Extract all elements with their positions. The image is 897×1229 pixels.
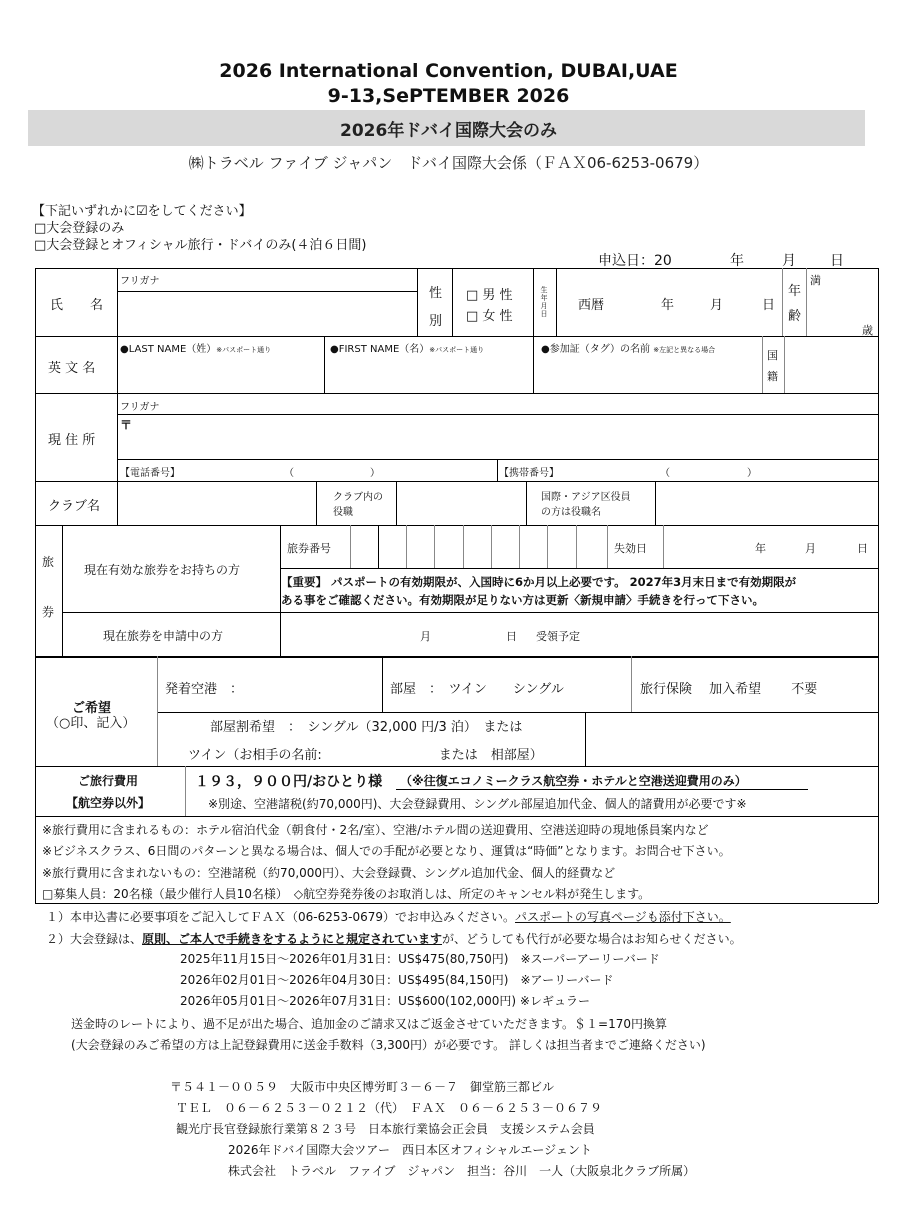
receipt-month: 月 [420,630,431,643]
fee-regular: 2026年05月01日～2026年07月31日：US$600(102,000円) ※レギュラー [180,994,590,1008]
age-label-b: 齢 [788,309,802,324]
passport-important-line-1: 【重要】 パスポートの有効期限が、入国時に6か月以上必要です。 2027年3月末日まで有効期限が [281,575,797,589]
first-name-note: ※パスポート通り [429,346,485,354]
gender-label-b: 別 [429,314,443,329]
passport-label-b: 券 [42,605,55,619]
age-suffix: 歳 [862,324,873,337]
last-name-text: ●LAST NAME（姓） [120,344,217,355]
footer-official-agent: 2026年ドバイ国際大会ツアー 西日本区オフィシャルエージェント [228,1143,592,1157]
application-date-label: 申込日：20 [598,253,672,269]
tour-price-note: （※往復エコノミークラス航空券・ホテルと空港送迎費用のみ） [400,774,747,788]
age-label-a: 年 [788,284,802,299]
application-date-day: 日 [830,253,844,269]
club-label: クラブ名 [48,499,101,514]
passport-expiry-year: 年 [755,542,766,555]
agency-line: ㈱トラベル ファイブ ジャパン ドバイ国際大会係（ＦＡＸ06-6253-0679） [188,154,709,172]
room-share-line-2: ツイン（お相手の名前: または 相部屋） [188,748,543,763]
nationality-label-b: 籍 [767,370,778,383]
fee-note: (大会登録のみご希望の方は上記登録費用に送金手数料（3,300円）が必要です。 詳しくは担当者までご連絡ください) [71,1038,706,1052]
option-registration-and-tour[interactable]: □大会登録とオフィシャル旅行・ドバイのみ(４泊６日間) [34,238,367,253]
postal-mark: 〒 [120,418,133,432]
gender-female-checkbox[interactable]: □ 女 性 [466,309,513,324]
instruction-1-emphasis: パスポートの写真ページも添付下さい。 [515,910,731,924]
receipt-date-input[interactable] [281,613,877,655]
instruction-2-pre: ２）大会登録は、 [46,932,143,946]
tag-name-input[interactable] [534,352,761,392]
club-name-input[interactable] [118,482,315,524]
address-input[interactable] [135,415,875,458]
tag-name-note: ※左記と異なる場合 [653,346,716,354]
first-name-input[interactable] [325,352,532,392]
passport-number-label: 旅券番号 [287,542,331,555]
intl-position-label-b: の方は役職名 [541,507,601,518]
travel-insurance-options[interactable]: 旅行保険 加入希望 不要 [640,682,818,697]
receipt-day: 日 [506,630,517,643]
english-name-label: 英 文 名 [48,361,96,376]
note-included: ※旅行費用に含まれるもの：ホテル宿泊代金（朝食付・2名/室）、空港/ホテル間の送迎費用、空港送迎時の現地係員案内など [42,823,709,837]
fee-early: 2026年02月01日～2026年04月30日：US$495(84,150円) ※アーリーバード [180,973,614,987]
cost-label-b: 【航空券以外】 [66,796,151,810]
club-position-label-a: クラブ内の [333,492,383,503]
birth-era: 西暦 [578,298,605,313]
tour-price: １９３，９００円/おひとり様 [195,774,383,790]
club-position-label-b: 役職 [333,507,353,518]
mobile-paren-open: （ [660,468,670,479]
instruction-1-text: １）本申込書に必要事項をご記入してＦＡＸ（06-6253-0679）でお申込みください。 [46,910,516,924]
mobile-paren-close: ） [747,468,757,479]
footer-address: 〒５４１－００５９ 大阪市中央区博労町３－６－７ 御堂筋三都ビル [170,1080,555,1094]
intl-position-input[interactable] [656,482,877,524]
instruction-2-post: が、どうしても代行が必要な場合はお知らせください。 [442,932,742,946]
passport-important-line-2: ある事をご確認ください。有効期限が足りない方は更新〈新規申請〉手続きを行って下さい。 [281,593,764,607]
room-share-line-1: 部屋割希望 ： シングル（32,000 円/3 泊） または [210,720,523,735]
footer-registration: 観光庁長官登録旅行業第８２３号 日本旅行業協会正会員 支援システム会員 [176,1122,595,1136]
last-name-note: ※パスポート通り [216,346,272,354]
preferences-label-a: ご希望 [72,701,112,716]
phone-input[interactable] [190,460,495,480]
valid-passport-holder-label: 現在有効な旅券をお持ちの方 [84,563,241,577]
title-line-2: 9-13,SePTEMBER 2026 [327,85,570,107]
cost-label-a: ご旅行費用 [78,774,139,788]
nationality-label-a: 国 [767,349,778,362]
application-date-year: 年 [730,253,744,269]
rate-note: 送金時のレートにより、過不足が出た場合、追加金のご請求又はご返金させていただきます。＄１=170円換算 [71,1017,668,1031]
name-input[interactable] [118,292,416,335]
gender-label-a: 性 [429,286,443,301]
options-instruction: 【下記いずれかに☑をしてください】 [32,204,252,219]
instruction-2 [46,930,742,947]
birth-day: 日 [762,298,776,313]
title-line-1: 2026 International Convention, DUBAI,UAE [219,60,678,82]
instruction-1 [46,908,731,925]
extra-costs-note: ※別途、空港諸税(約70,000円)、大会登録費用、シングル部屋追加代金、個人的諸費用が必要です※ [208,797,747,811]
address-label: 現 住 所 [48,433,96,448]
preferences-label-b: （○印、記入） [46,716,136,731]
mobile-label: 【携帯番号】 [499,468,559,479]
birth-year: 年 [661,298,675,313]
mobile-input[interactable] [570,460,875,480]
passport-number-input[interactable] [351,526,606,567]
phone-label: 【電話番号】 [120,468,180,479]
passport-expiry-day: 日 [857,542,868,555]
last-name-input[interactable] [118,352,323,392]
receipt-label: 受領予定 [536,630,580,643]
gender-male-checkbox[interactable]: □ 男 性 [466,288,513,303]
phone-paren-close: ） [370,468,380,479]
name-label-b: 名 [90,298,104,313]
age-prefix: 満 [810,274,821,287]
address-furigana-label: フリガナ [120,402,160,413]
passport-expiry-month: 月 [805,542,816,555]
note-not-included: ※旅行費用に含まれないもの：空港諸税（約70,000円）、大会登録費、シングル追加代金、個人的経費など [42,866,616,880]
fee-super-early: 2025年11月15日～2026年01月31日：US$475(80,750円) ※スーパーアーリーバード [180,952,660,966]
departure-airport-input[interactable] [245,660,380,710]
room-type-options[interactable]: 部屋 ： ツイン シングル [390,682,564,697]
name-furigana-label: フリガナ [120,276,160,287]
footer-tel-fax: ＴＥＬ ０６－６２５３－０２１２（代） ＦＡＸ ０６－６２５３－０６７９ [176,1101,603,1115]
option-registration-only[interactable]: □大会登録のみ [34,221,125,236]
first-name-text: ●FIRST NAME（名） [330,344,430,355]
birth-month: 月 [710,298,724,313]
roommate-name-input[interactable] [330,740,425,762]
departure-airport-label: 発着空港 ： [165,682,244,697]
tag-name-text: ●参加証（タグ）の名前 [541,344,651,355]
application-date-month: 月 [782,253,796,269]
instruction-2-emphasis: 原則、ご本人で手続きをするようにと規定されています [142,932,443,946]
passport-expiry-input[interactable] [664,526,877,567]
note-capacity-cancellation: □募集人員：20名様（最少催行人員10名様） ◇航空券発券後のお取消しは、所定のキャンセル料が発生します。 [42,887,651,901]
birthdate-label: 生年月日 [540,286,548,318]
nationality-input[interactable] [785,337,877,392]
intl-position-label-a: 国際・アジア区役員 [541,492,631,503]
note-business-class: ※ビジネスクラス、6日間のパターンと異なる場合は、個人での手配が必要となり、運賃は“時価”となります。お問合せ下さい。 [42,844,731,858]
club-position-input[interactable] [397,482,525,524]
name-furigana-input[interactable] [118,269,416,290]
applying-passport-label: 現在旅券を申請中の方 [103,629,224,643]
passport-expiry-label: 失効日 [614,542,647,555]
phone-paren-open: （ [284,468,294,479]
band-title: 2026年ドバイ国際大会のみ [340,121,557,141]
name-label-a: 氏 [50,298,64,313]
passport-label-a: 旅 [42,555,55,569]
footer-company: 株式会社 トラベル ファイブ ジャパン 担当：谷川 一人（大阪泉北クラブ所属） [228,1164,696,1178]
